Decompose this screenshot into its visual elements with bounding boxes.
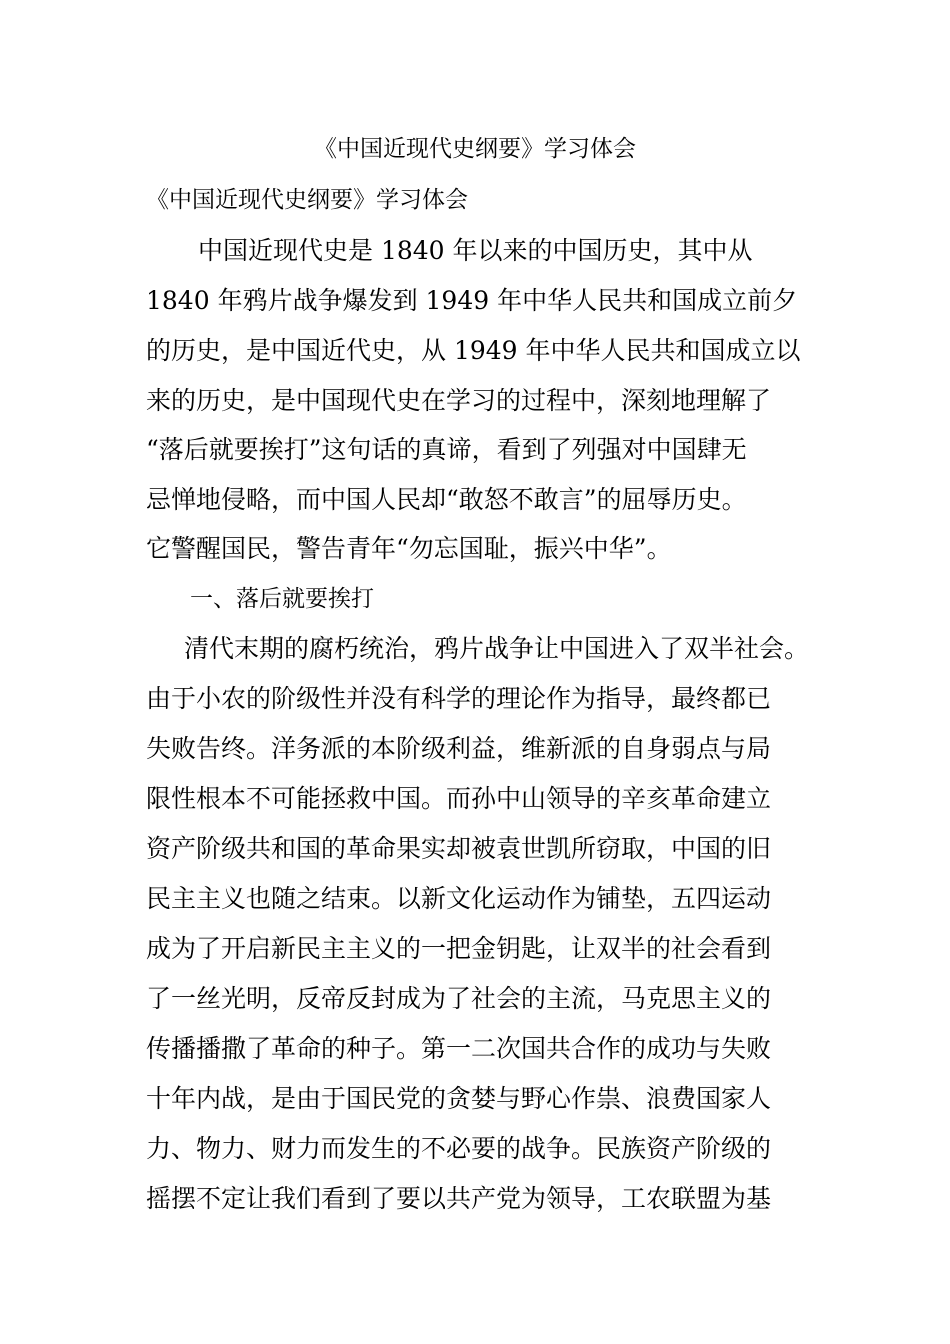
section-line: 了一丝光明，反帝反封成为了社会的主流，马克思主义的 xyxy=(146,984,772,1013)
intro-line: 它警醒国民，警告青年“勿忘国耻，振兴中华”。 xyxy=(146,534,672,563)
section-line: 资产阶级共和国的革命果实却被袁世凯所窃取，中国的旧 xyxy=(146,834,772,863)
section-heading: 一、落后就要挨打 xyxy=(190,586,374,612)
section-line: 由于小农的阶级性并没有科学的理论作为指导，最终都已 xyxy=(146,684,772,713)
section-line: 失败告终。洋务派的本阶级利益，维新派的自身弱点与局 xyxy=(146,734,772,763)
intro-line: 忌惮地侵略，而中国人民却“敢怒不敢言”的屈辱历史。 xyxy=(146,485,747,514)
document-subtitle: 《中国近现代史纲要》学习体会 xyxy=(146,187,468,213)
intro-line: 1840 年鸦片战争爆发到 1949 年中华人民共和国成立前夕 xyxy=(146,286,798,315)
intro-line: “落后就要挨打”这句话的真谛，看到了列强对中国肆无 xyxy=(146,435,747,464)
section-line: 清代末期的腐朽统治，鸦片战争让中国进入了双半社会。 xyxy=(184,634,810,663)
section-line: 摇摆不定让我们看到了要以共产党为领导，工农联盟为基 xyxy=(146,1184,772,1213)
intro-line: 的历史，是中国近代史，从 1949 年中华人民共和国成立以 xyxy=(146,336,801,365)
intro-line: 来的历史，是中国现代史在学习的过程中，深刻地理解了 xyxy=(146,386,772,415)
section-line: 力、物力、财力而发生的不必要的战争。民族资产阶级的 xyxy=(146,1134,772,1163)
intro-line: 中国近现代史是 1840 年以来的中国历史，其中从 xyxy=(198,236,753,265)
section-line: 传播播撒了革命的种子。第一二次国共合作的成功与失败 xyxy=(146,1034,772,1063)
section-line: 限性根本不可能拯救中国。而孙中山领导的辛亥革命建立 xyxy=(146,784,772,813)
document-title: 《中国近现代史纲要》学习体会 xyxy=(314,136,636,162)
section-line: 成为了开启新民主主义的一把金钥匙，让双半的社会看到 xyxy=(146,934,772,963)
section-line: 民主主义也随之结束。以新文化运动作为铺垫，五四运动 xyxy=(146,884,772,913)
section-line: 十年内战，是由于国民党的贪婪与野心作祟、浪费国家人 xyxy=(146,1084,772,1113)
